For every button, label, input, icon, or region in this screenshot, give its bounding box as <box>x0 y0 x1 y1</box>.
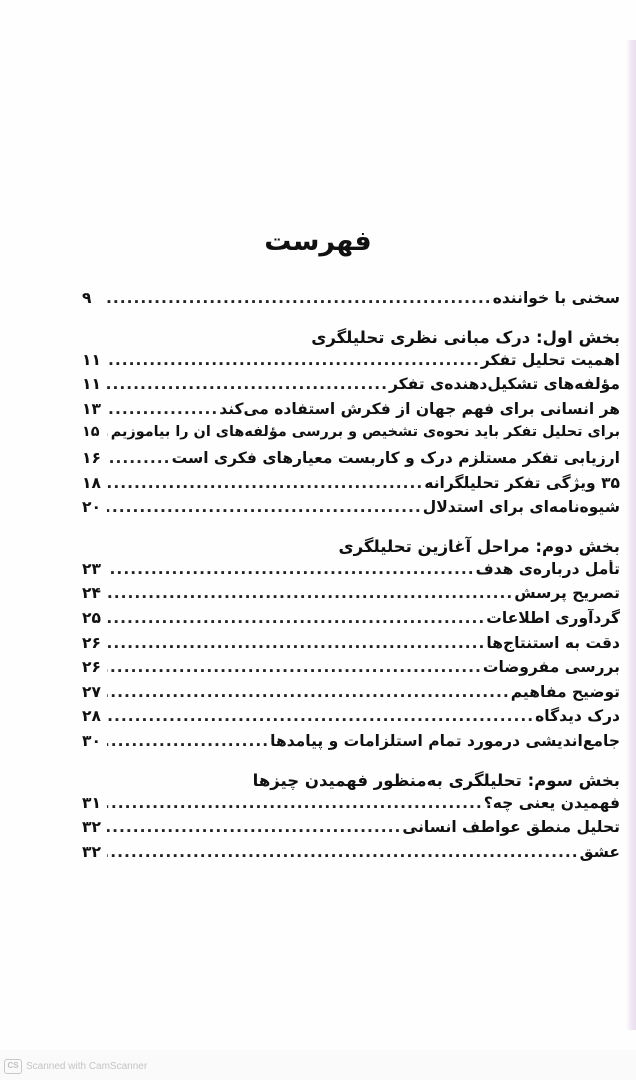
toc-entry-title: دقت به استنتاج‌ها <box>486 633 620 652</box>
toc-entry-title: تحلیل منطق عواطف انسانی <box>402 818 620 837</box>
camscanner-watermark <box>4 1058 147 1074</box>
toc-entry[interactable] <box>82 732 620 757</box>
section-heading: بخش دوم: مراحل آغازین تحلیلگری <box>338 536 620 556</box>
leader-dots <box>107 449 171 467</box>
toc-entry-page: ۲۷ <box>82 682 101 701</box>
table-of-contents <box>82 289 620 867</box>
toc-entry-title: تصریح پرسش <box>514 584 620 603</box>
toc-entry-title: فهمیدن یعنی چه؟ <box>483 793 620 812</box>
toc-entry-page: ۲۳ <box>82 559 101 578</box>
page-edge-shadow <box>626 40 636 1030</box>
toc-entry-title: سخنی با خواننده <box>492 289 620 307</box>
toc-entry-title: ارزیابی تفکر مستلزم درک و کاربست معیارهای فکری است <box>171 448 620 467</box>
toc-entry-page: ۱۱ <box>82 375 101 394</box>
toc-entry-title: اهمیت تحلیل تفکر <box>480 350 620 369</box>
toc-entry[interactable] <box>82 634 620 659</box>
toc-entry[interactable] <box>82 843 620 868</box>
toc-entry-page: ۱۸ <box>82 473 101 492</box>
toc-entry[interactable] <box>82 474 620 499</box>
toc-entry-title: درک دیدگاه <box>535 707 620 726</box>
toc-entry-page: ۱۶ <box>82 448 101 467</box>
leader-dots <box>107 658 482 676</box>
leader-dots <box>107 584 513 602</box>
toc-entry[interactable] <box>82 351 620 376</box>
toc-entry-page: ۳۲ <box>82 842 101 861</box>
toc-entry[interactable] <box>82 375 620 400</box>
toc-entry-page: ۲۶ <box>82 658 101 677</box>
leader-dots <box>107 843 579 861</box>
toc-entry-page: ۳۱ <box>82 793 101 812</box>
toc-entry-title: توضیح مفاهیم <box>510 682 620 701</box>
toc-entry-title: تأمل درباره‌ی هدف <box>475 559 620 578</box>
leader-dots <box>107 400 218 418</box>
toc-entry-title: ۳۵ ویژگی تفکر تحلیلگرانه <box>424 473 620 492</box>
leader-dots <box>107 424 110 440</box>
toc-entry-page: ۲۸ <box>82 707 101 726</box>
toc-entry[interactable] <box>82 400 620 425</box>
section-heading: بخش سوم: تحلیلگری به‌منظور فهمیدن چیزها <box>252 770 620 790</box>
toc-entry-title: جامع‌اندیشی درمورد تمام استلزامات و پیامدها <box>270 731 620 750</box>
toc-entry[interactable] <box>82 683 620 708</box>
toc-entry-page: ۹ <box>82 289 92 307</box>
toc-entry-intro[interactable] <box>82 289 620 314</box>
toc-entry-page: ۱۱ <box>82 350 101 369</box>
toc-entry-title: بررسی مفروضات <box>482 658 620 677</box>
toc-entry-page: ۲۶ <box>82 633 101 652</box>
toc-entry-page: ۱۳ <box>82 399 101 418</box>
toc-entry[interactable] <box>82 794 620 819</box>
leader-dots <box>107 474 423 492</box>
toc-entry[interactable] <box>82 449 620 474</box>
toc-entry-page: ۳۲ <box>82 818 101 837</box>
leader-dots <box>107 498 422 516</box>
toc-entry-title: شیوه‌نامه‌ای برای استدلال <box>422 498 620 517</box>
toc-entry[interactable] <box>82 498 620 523</box>
leader-dots <box>107 289 492 307</box>
toc-entry[interactable] <box>82 584 620 609</box>
toc-entry-page: ۲۴ <box>82 584 101 603</box>
toc-entry-title: مؤلفه‌های تشکیل‌دهنده‌ی تفکر <box>389 375 620 394</box>
leader-dots <box>107 818 401 836</box>
toc-entry[interactable] <box>82 609 620 634</box>
toc-entry[interactable] <box>82 658 620 683</box>
toc-entry-page: ۲۵ <box>82 608 101 627</box>
toc-entry[interactable] <box>82 818 620 843</box>
watermark-text: Scanned with CamScanner <box>26 1060 148 1072</box>
toc-entry-title: عشق <box>579 842 620 861</box>
toc-entry-page: ۲۰ <box>82 498 101 517</box>
leader-dots <box>107 634 485 652</box>
leader-dots <box>107 351 480 369</box>
toc-entry-title: گردآوری اطلاعات <box>486 608 620 627</box>
toc-entry-page: ۳۰ <box>82 731 101 750</box>
toc-entry[interactable] <box>82 424 620 449</box>
leader-dots <box>107 375 388 393</box>
toc-entry-title: هر انسانی برای فهم جهان از فکرش استفاده می‌کند <box>219 399 620 418</box>
toc-entry-page: ۱۵ <box>82 424 100 441</box>
leader-dots <box>107 707 534 725</box>
leader-dots <box>107 609 485 627</box>
section-heading: بخش اول: درک مبانی نظری تحلیلگری <box>311 327 620 347</box>
leader-dots <box>107 794 483 812</box>
leader-dots <box>107 683 510 701</box>
leader-dots <box>107 732 269 750</box>
toc-entry[interactable] <box>82 707 620 732</box>
page-title: فهرست <box>264 226 372 257</box>
toc-entry[interactable] <box>82 560 620 585</box>
toc-entry-title: برای تحلیل تفکر باید نحوه‌ی تشخیص و بررسی مؤلفه‌های آن را بیاموزیم <box>110 424 620 441</box>
camscanner-logo-icon: CS <box>4 1059 22 1074</box>
leader-dots <box>107 560 475 578</box>
